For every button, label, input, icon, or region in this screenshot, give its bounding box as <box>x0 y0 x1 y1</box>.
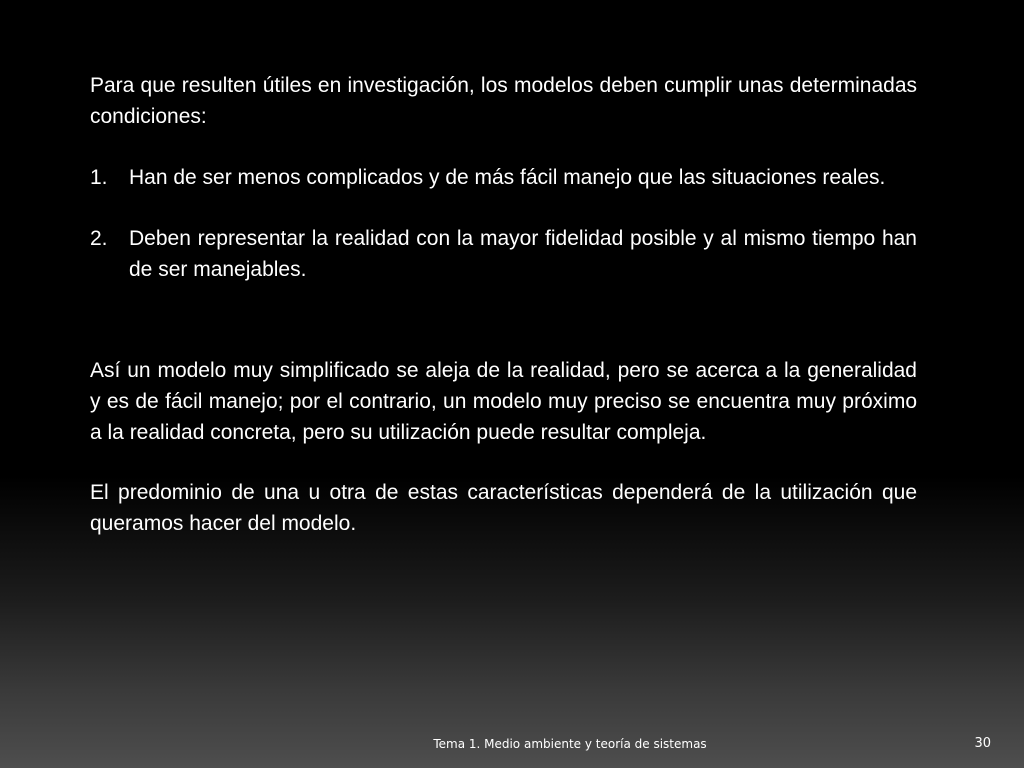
list-item-text: Han de ser menos complicados y de más fácil manejo que las situaciones reales. <box>129 166 886 189</box>
footer-title: Tema 1. Medio ambiente y teoría de sistemas <box>433 737 707 751</box>
list-item-text: Deben representar la realidad con la mayor fidelidad posible y al mismo tiempo han de ser manejables. <box>129 227 917 281</box>
slide-content <box>90 70 917 539</box>
spacer <box>90 448 917 477</box>
list-item <box>90 162 917 193</box>
intro-paragraph: Para que resulten útiles en investigación, los modelos deben cumplir unas determinadas condiciones: <box>90 74 917 128</box>
body-paragraph: Así un modelo muy simplificado se aleja de la realidad, pero se acerca a la generalidad y es de fácil manejo; por el contrario, un modelo muy preciso se encuentra muy próximo a la realidad concreta, pero su utilización puede resultar compleja. <box>90 359 917 444</box>
body-paragraph: El predominio de una u otra de estas características dependerá de la utilización que queramos hacer del modelo. <box>90 481 917 535</box>
page-number: 30 <box>974 736 991 751</box>
list-item-number: 1. <box>90 166 108 189</box>
spacer <box>90 315 917 355</box>
list-item-number: 2. <box>90 227 108 250</box>
conditions-list <box>90 162 917 285</box>
list-item <box>90 223 917 285</box>
